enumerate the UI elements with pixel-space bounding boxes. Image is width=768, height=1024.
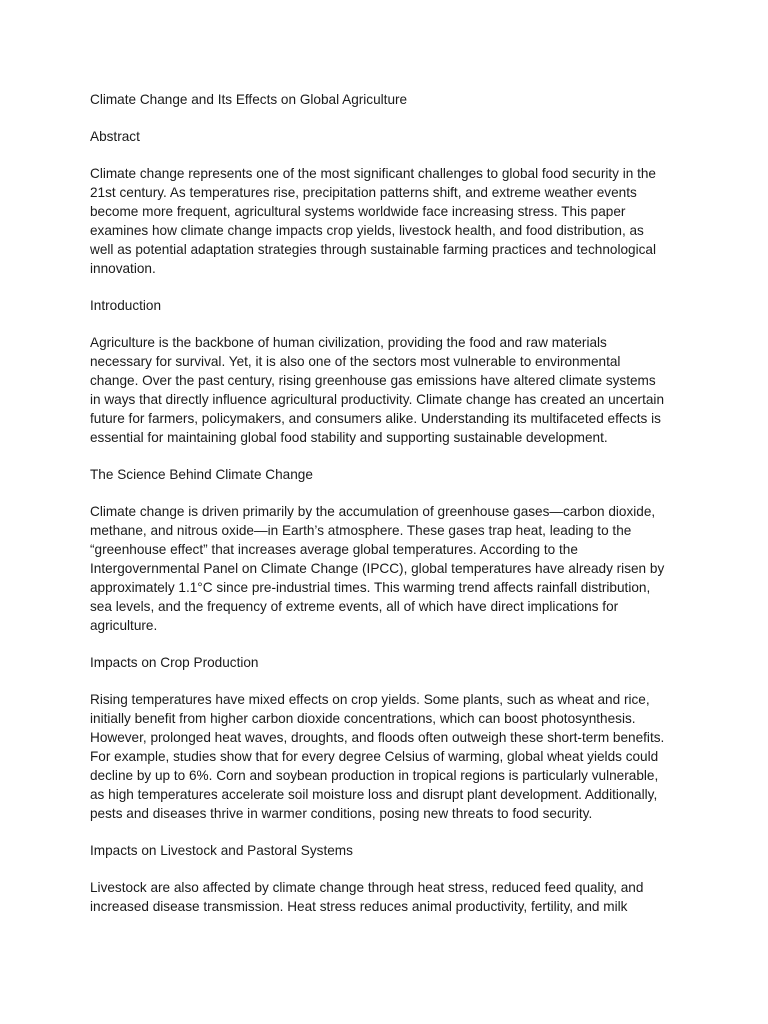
section-heading-the-science-behind-climate-change: The Science Behind Climate Change: [90, 467, 313, 482]
section-paragraph-impacts-on-crop-production: [90, 690, 680, 823]
document-title: Climate Change and Its Effects on Global Agriculture: [90, 92, 408, 107]
paragraph-line: methane, and nitrous oxide—in Earth’s atmosphere. These gases trap heat, leading to the: [90, 523, 632, 538]
paragraph-line: innovation.: [90, 261, 156, 276]
paragraph-line: change. Over the past century, rising greenhouse gas emissions have altered climate systems: [90, 373, 656, 388]
paragraph-line: as high temperatures accelerate soil moisture loss and disrupt plant development. Additionally,: [90, 787, 658, 802]
document-body: [90, 90, 680, 934]
paragraph-line: initially benefit from higher carbon dioxide concentrations, which can boost photosynthesis.: [90, 711, 636, 726]
paragraph-line: necessary for survival. Yet, it is also one of the sectors most vulnerable to environmental: [90, 354, 621, 369]
section-heading-impacts-on-crop-production: Impacts on Crop Production: [90, 655, 259, 670]
section-paragraph-impacts-on-livestock-and-pastoral-systems: [90, 878, 680, 916]
section-heading-abstract: Abstract: [90, 129, 140, 144]
section-heading-impacts-on-livestock-and-pastoral-systems: Impacts on Livestock and Pastoral Systems: [90, 843, 353, 858]
paragraph-line: decline by up to 6%. Corn and soybean production in tropical regions is particularly vulnerable,: [90, 768, 659, 783]
paragraph-line: However, prolonged heat waves, droughts, and floods often outweigh these short-term benefits.: [90, 730, 665, 745]
paragraph-line: For example, studies show that for every degree Celsius of warming, global wheat yields could: [90, 749, 659, 764]
paragraph-line: become more frequent, agricultural systems worldwide face increasing stress. This paper: [90, 204, 626, 219]
paragraph-line: Climate change represents one of the most significant challenges to global food security in the: [90, 166, 656, 181]
paragraph-line: approximately 1.1°C since pre-industrial times. This warming trend affects rainfall distribution,: [90, 580, 651, 595]
paragraph-line: agriculture.: [90, 618, 158, 633]
paragraph-line: future for farmers, policymakers, and consumers alike. Understanding its multifaceted effects is: [90, 411, 661, 426]
paragraph-line: “greenhouse effect” that increases average global temperatures. According to the: [90, 542, 578, 557]
paragraph-line: sea levels, and the frequency of extreme events, all of which have direct implications for: [90, 599, 619, 614]
section-paragraph-the-science-behind-climate-change: [90, 502, 680, 635]
paragraph-line: well as potential adaptation strategies through sustainable farming practices and technological: [90, 242, 656, 257]
paragraph-line: in ways that directly influence agricultural productivity. Climate change has created an uncertain: [90, 392, 665, 407]
document-sections: [90, 127, 680, 916]
section-paragraph-introduction: [90, 333, 680, 447]
paragraph-line: Livestock are also affected by climate change through heat stress, reduced feed quality, and: [90, 880, 644, 895]
section-paragraph-abstract: [90, 164, 680, 278]
section-heading-introduction: Introduction: [90, 298, 162, 313]
paragraph-line: Rising temperatures have mixed effects on crop yields. Some plants, such as wheat and rice,: [90, 692, 650, 707]
paragraph-line: examines how climate change impacts crop yields, livestock health, and food distribution, as: [90, 223, 644, 238]
paragraph-line: increased disease transmission. Heat stress reduces animal productivity, fertility, and milk: [90, 899, 628, 914]
paragraph-line: 21st century. As temperatures rise, precipitation patterns shift, and extreme weather events: [90, 185, 637, 200]
paragraph-line: pests and diseases thrive in warmer conditions, posing new threats to food security.: [90, 806, 593, 821]
paragraph-line: Intergovernmental Panel on Climate Change (IPCC), global temperatures have already risen by: [90, 561, 665, 576]
paragraph-line: Climate change is driven primarily by the accumulation of greenhouse gases—carbon dioxide,: [90, 504, 656, 519]
paragraph-line: essential for maintaining global food stability and supporting sustainable development.: [90, 430, 608, 445]
paragraph-line: Agriculture is the backbone of human civilization, providing the food and raw materials: [90, 335, 607, 350]
